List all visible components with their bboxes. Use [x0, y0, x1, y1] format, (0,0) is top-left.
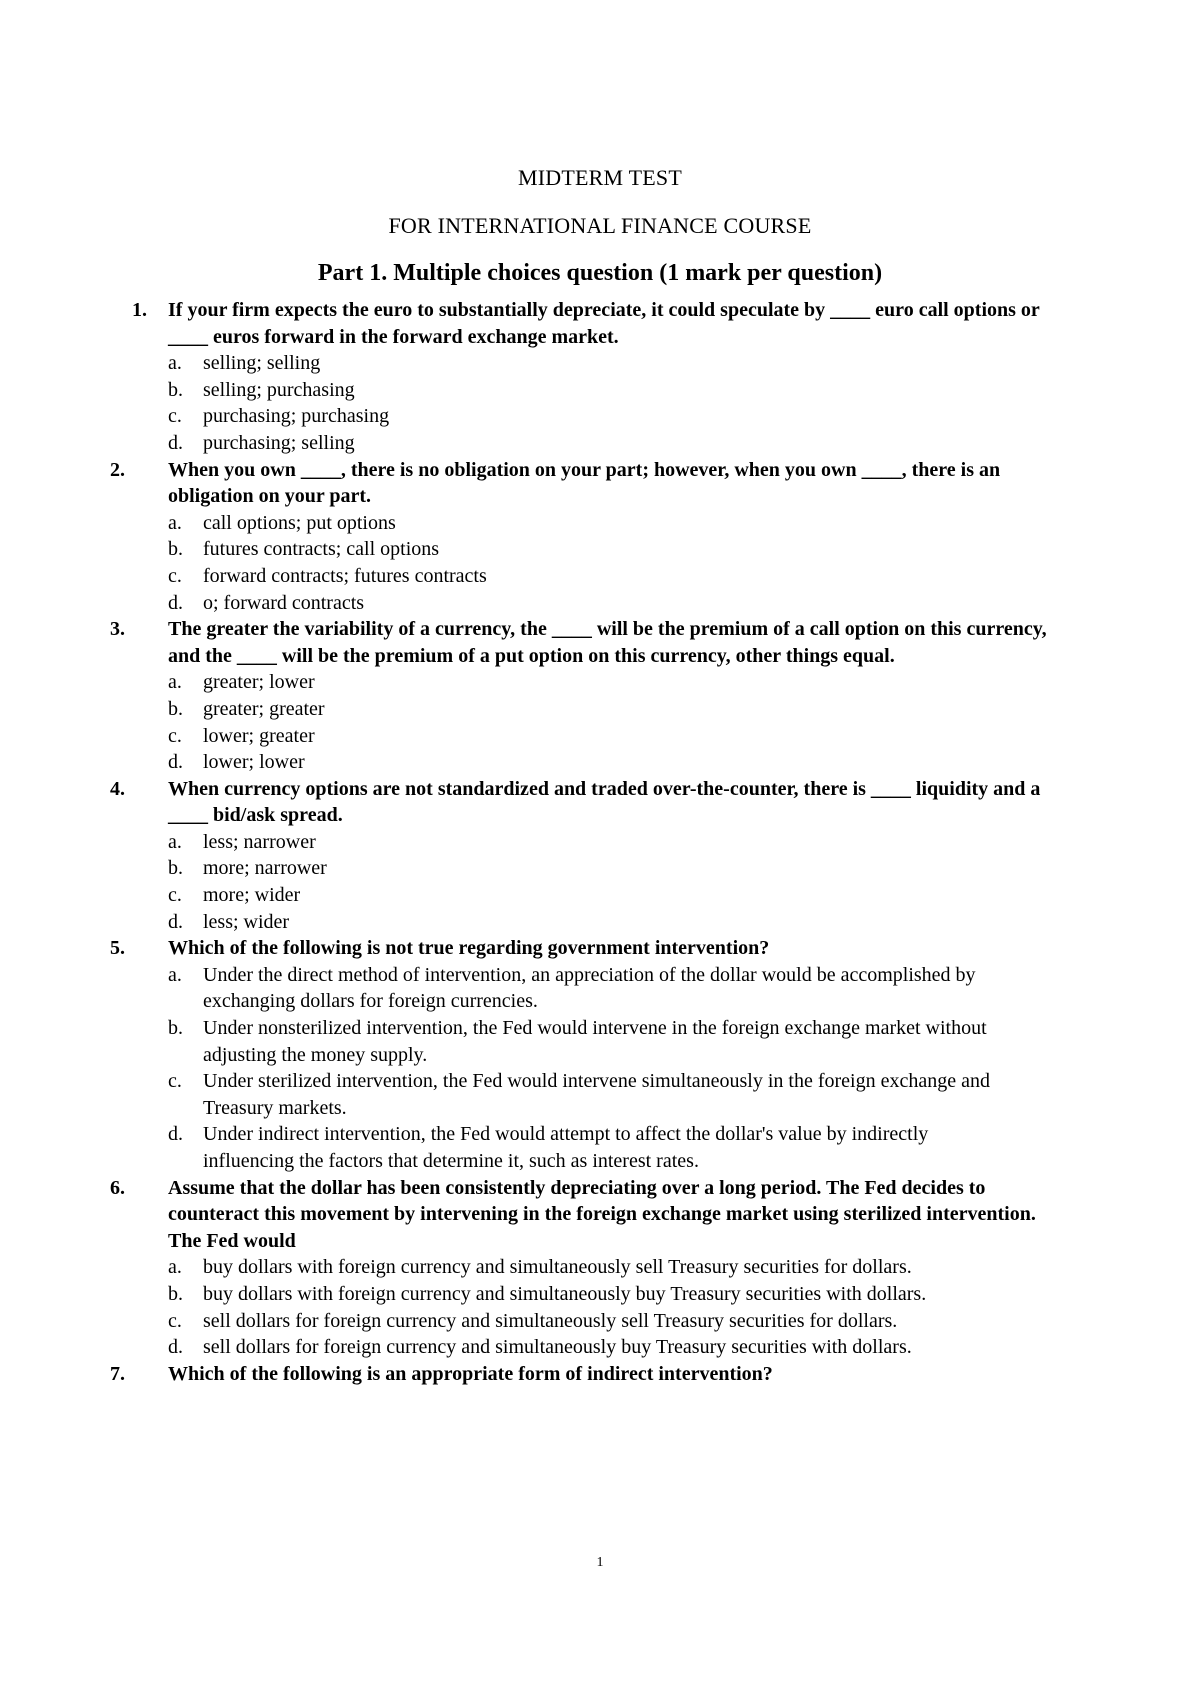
- option-letter: c.: [168, 724, 182, 747]
- answer-option: [0, 1281, 1200, 1308]
- option-text: o; forward contracts: [203, 591, 365, 614]
- question-item: [0, 1175, 1200, 1255]
- option-letter: b.: [168, 1282, 183, 1305]
- option-text: less; narrower: [203, 830, 316, 853]
- answer-option: [0, 669, 1200, 696]
- question-item: [0, 297, 1200, 350]
- answer-option: [0, 882, 1200, 909]
- option-letter: c.: [168, 1070, 182, 1093]
- answer-option: [0, 590, 1200, 617]
- option-text: Under sterilized intervention, the Fed would intervene simultaneously in the foreign exchange and Treasury markets.: [203, 1070, 990, 1119]
- answer-option: [0, 749, 1200, 776]
- page-number: 1: [596, 1555, 604, 1570]
- answer-option: [0, 1254, 1200, 1281]
- option-letter: a.: [168, 963, 182, 986]
- question-number: 6.: [110, 1176, 125, 1199]
- question-text: If your firm expects the euro to substantially depreciate, it could speculate by ____ euro call options or ____ euros forward in the forward exchange market.: [168, 299, 1040, 348]
- option-text: less; wider: [203, 910, 290, 933]
- question-number: 7.: [110, 1362, 125, 1385]
- option-letter: d.: [168, 910, 183, 933]
- answer-option: [0, 723, 1200, 750]
- option-letter: a.: [168, 1256, 182, 1279]
- question-number: 2.: [110, 458, 125, 481]
- answer-option: [0, 536, 1200, 563]
- option-text: selling; purchasing: [203, 378, 355, 401]
- answer-option: [0, 403, 1200, 430]
- option-letter: d.: [168, 431, 183, 454]
- answer-option: [0, 430, 1200, 457]
- option-letter: d.: [168, 1123, 183, 1146]
- question-text: Which of the following is an appropriate form of indirect intervention?: [168, 1362, 773, 1385]
- option-letter: b.: [168, 378, 183, 401]
- answer-option: [0, 909, 1200, 936]
- answer-option: [0, 1334, 1200, 1361]
- answer-option: [0, 1121, 1200, 1174]
- option-letter: d.: [168, 591, 183, 614]
- option-letter: c.: [168, 1309, 182, 1332]
- option-text: lower; greater: [203, 724, 315, 747]
- option-text: buy dollars with foreign currency and simultaneously buy Treasury securities with dollars.: [203, 1282, 927, 1305]
- option-text: futures contracts; call options: [203, 538, 440, 561]
- course-title: FOR INTERNATIONAL FINANCE COURSE: [388, 213, 812, 238]
- answer-option: [0, 1308, 1200, 1335]
- part-heading: Part 1. Multiple choices question (1 mark per question): [317, 260, 883, 286]
- option-text: Under indirect intervention, the Fed would attempt to affect the dollar's value by indirectly influencing the factors that determine it, such as interest rates.: [203, 1123, 929, 1172]
- question-item: [0, 1361, 1200, 1388]
- question-item: [0, 935, 1200, 962]
- answer-option: [0, 962, 1200, 1015]
- option-letter: a.: [168, 671, 182, 694]
- option-text: lower; lower: [203, 751, 305, 774]
- option-letter: a.: [168, 830, 182, 853]
- option-text: call options; put options: [203, 511, 396, 534]
- option-letter: a.: [168, 352, 182, 375]
- option-letter: c.: [168, 884, 182, 907]
- question-list: [0, 297, 1200, 1387]
- option-text: more; wider: [203, 884, 301, 907]
- option-letter: a.: [168, 511, 182, 534]
- option-text: Under nonsterilized intervention, the Fed would intervene in the foreign exchange market without adjusting the money supply.: [203, 1017, 987, 1066]
- question-number: 5.: [110, 937, 125, 960]
- question-number: 1.: [132, 299, 147, 321]
- option-text: purchasing; purchasing: [203, 405, 390, 428]
- question-text: Which of the following is not true regarding government intervention?: [168, 937, 770, 960]
- option-text: forward contracts; futures contracts: [203, 564, 487, 587]
- question-number: 4.: [110, 777, 125, 800]
- question-text: The greater the variability of a currency, the ____ will be the premium of a call option on this currency, and the ____ will be the premium of a put option on this currency, other things equal.: [168, 618, 1047, 667]
- option-letter: b.: [168, 857, 183, 880]
- option-letter: d.: [168, 1336, 183, 1359]
- option-text: selling; selling: [203, 352, 321, 375]
- option-text: greater; lower: [203, 671, 315, 694]
- question-number: 3.: [110, 618, 125, 641]
- answer-option: [0, 855, 1200, 882]
- question-text: When currency options are not standardized and traded over-the-counter, there is ____ liquidity and a ____ bid/ask spread.: [168, 777, 1041, 827]
- answer-option: [0, 1068, 1200, 1121]
- option-text: Under the direct method of intervention, an appreciation of the dollar would be accomplished by exchanging dollars for foreign currencies.: [203, 963, 976, 1013]
- answer-option: [0, 829, 1200, 856]
- option-letter: c.: [168, 564, 182, 587]
- answer-option: [0, 510, 1200, 537]
- option-letter: b.: [168, 538, 183, 561]
- answer-option: [0, 377, 1200, 404]
- answer-option: [0, 563, 1200, 590]
- question-item: [0, 457, 1200, 510]
- option-text: purchasing; selling: [203, 431, 355, 454]
- option-text: buy dollars with foreign currency and simultaneously sell Treasury securities for dollars.: [203, 1256, 912, 1279]
- answer-option: [0, 350, 1200, 377]
- option-text: sell dollars for foreign currency and simultaneously buy Treasury securities with dollars.: [203, 1336, 912, 1359]
- question-text: When you own ____, there is no obligation on your part; however, when you own ____, there is an obligation on your part.: [168, 458, 1001, 508]
- option-letter: b.: [168, 1017, 183, 1040]
- answer-option: [0, 1015, 1200, 1068]
- option-letter: b.: [168, 697, 183, 720]
- question-text: Assume that the dollar has been consistently depreciating over a long period. The Fed decides to counteract this movement by intervening in the foreign exchange market using sterilized intervention. The Fed would: [168, 1176, 1036, 1252]
- question-item: [0, 776, 1200, 829]
- answer-option: [0, 696, 1200, 723]
- option-letter: d.: [168, 751, 183, 774]
- question-item: [0, 616, 1200, 669]
- option-text: more; narrower: [203, 857, 327, 880]
- option-text: sell dollars for foreign currency and simultaneously sell Treasury securities for dollars.: [203, 1309, 898, 1332]
- document-title: MIDTERM TEST: [518, 165, 682, 190]
- option-letter: c.: [168, 405, 182, 428]
- option-text: greater; greater: [203, 697, 325, 720]
